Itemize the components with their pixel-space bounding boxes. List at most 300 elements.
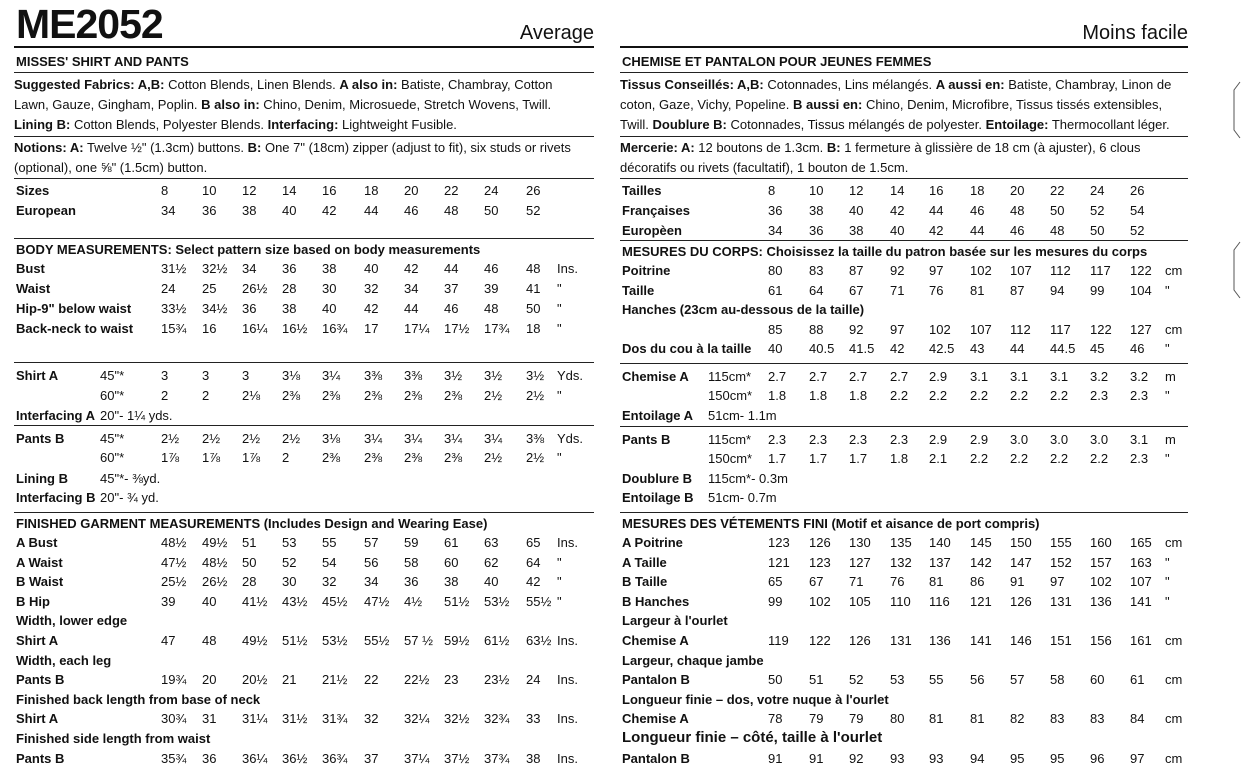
measurement-cell: 1⅞ [161,450,180,465]
measurement-cell: 2½ [484,450,503,465]
text-run: 1 fermeture à glissière de 18 cm (à ajuster), 6 clous décoratifs ou rivets (facultatif), 1 bouton de 1.5cm. [620,140,1141,175]
measurement-cell: 50 [526,301,541,316]
measurement-cell: 2⅜ [282,388,301,403]
measurement-cell: 2.7 [890,369,909,384]
measurement-cell: 37¾ [484,750,510,766]
measurement-cell: 141 [970,633,992,648]
measurement-cell: 26 [1130,183,1145,198]
unit-label: " [1165,388,1170,403]
measurement-cell: 42 [322,203,337,218]
measurement-cell: 4½ [404,593,423,609]
measurement-cell: 59½ [444,633,470,648]
measurement-cell: 123 [768,535,790,550]
measurement-cell: 52 [849,672,864,688]
measurement-cell: 48½ [202,554,228,570]
measurement-cell: 2.2 [1050,451,1069,466]
measurement-cell: 42 [404,261,419,276]
measurement-cell: 127 [1130,321,1152,337]
measurement-cell: 20 [1010,183,1025,198]
fabric-width: 51cm- 1.1m [708,408,777,423]
measurement-cell: 151 [1050,633,1072,648]
measurement-cell: 47½ [364,593,390,609]
measurement-cell: 131 [890,633,912,648]
measurement-cell: 2.3 [1130,451,1149,466]
measurement-cell: 97 [929,263,944,278]
unit-label: " [1165,282,1170,298]
measurement-cell: 40 [202,593,217,609]
measurement-cell: 121 [768,554,790,570]
measurement-cell: 28 [282,281,297,296]
measurement-cell: 16½ [282,321,308,336]
measurement-cell: 44 [364,203,379,218]
text-run: Batiste, Chambray, Linon de coton, Gaze, Vichy, Popeline. [620,77,1172,112]
measurement-cell: 32 [364,281,379,296]
measurement-cell: 57 [364,535,379,550]
measurement-cell: 3⅛ [282,368,301,383]
measurement-cell: 123 [809,554,831,570]
measurement-cell: 38 [282,301,297,316]
measurement-cell: 17¼ [404,321,430,336]
measurement-cell: 44 [1010,341,1025,357]
measurement-cell: 57 [1010,672,1025,688]
row-label: Interfacing B [16,490,96,505]
measurement-cell: 83 [1050,711,1065,727]
measurement-cell: 2.2 [1050,388,1069,403]
measurement-cell: 2.3 [1090,388,1109,403]
section-divider [14,512,594,513]
measurement-cell: 2⅛ [242,388,261,403]
measurement-cell: 1⅞ [202,450,221,465]
row-label: Pants B [16,672,65,688]
row-label: Dos du cou à la taille [622,341,752,357]
measurement-cell: 112 [1050,263,1071,278]
measurement-cell: 14 [890,183,905,198]
unit-label: " [1165,451,1170,466]
section-title: MISSES' SHIRT AND PANTS [16,54,189,69]
measurement-cell: 107 [970,321,992,337]
measurement-cell: 12 [242,183,257,198]
measurement-cell: 3⅜ [364,368,383,383]
suggested-fabrics [14,75,590,135]
unit-label: cm [1165,535,1183,550]
measurement-cell: 146 [1010,633,1032,648]
measurement-cell: 2.1 [929,451,948,466]
measurement-cell: 42 [364,301,379,316]
row-label: Chemise A [622,711,689,727]
measurement-cell: 132 [890,554,912,570]
measurement-cell: 2.2 [1090,451,1109,466]
measurement-cell: 110 [890,593,911,609]
measurement-cell: 147 [1010,554,1032,570]
row-label: B Hip [16,593,50,609]
measurement-cell: 1.8 [768,388,787,403]
measurement-cell: 24 [161,281,176,296]
measurement-cell: 126 [1010,593,1032,609]
measurement-cell: 20 [202,672,217,688]
unit-label: m [1165,432,1176,447]
section-divider [620,46,1188,48]
measurement-cell: 2½ [282,431,301,446]
measurement-cell: 53½ [322,633,348,648]
measurement-cell: 10 [202,183,217,198]
fabric-width: 115cm* [708,432,752,447]
measurement-cell: 81 [970,711,985,727]
measurement-cell: 130 [849,535,871,550]
section-divider [620,178,1188,179]
measurement-cell: 32½ [202,261,228,276]
section-title: CHEMISE ET PANTALON POUR JEUNES FEMMES [622,54,932,69]
measurement-cell: 20½ [242,672,268,688]
measurement-cell: 81 [929,711,944,727]
text-run: Twelve ½" (1.3cm) buttons. [83,140,248,155]
measurement-cell: 51½ [282,633,308,648]
measurement-cell: 3.1 [1010,369,1029,384]
unit-label: Ins. [557,750,578,766]
measurement-cell: 3⅜ [404,368,423,383]
measurement-cell: 58 [1050,672,1065,688]
measurement-cell: 48½ [161,535,187,550]
row-label: Poitrine [622,263,671,278]
measurement-cell: 23 [444,672,459,688]
difficulty-level: Average [519,22,594,44]
measurement-cell: 46 [1010,223,1025,238]
row-label: Width, each leg [16,652,112,668]
measurement-cell: 2⅜ [444,388,463,403]
row-label: B Hanches [622,593,690,609]
measurement-cell: 3¼ [404,431,423,446]
measurement-cell: 36 [809,223,824,238]
bold-term: Lining B: [14,117,71,132]
measurement-cell: 80 [768,263,783,278]
measurement-cell: 82 [1010,711,1025,727]
section-divider [14,178,594,179]
measurement-cell: 150 [1010,535,1032,550]
row-label: Pantalon B [622,750,690,766]
measurement-cell: 2½ [484,388,503,403]
measurement-cell: 8 [768,183,776,198]
measurement-cell: 61½ [484,633,510,648]
measurement-cell: 93 [929,750,944,766]
row-label: Pantalon B [622,672,690,688]
difficulty-level: Moins facile [1082,22,1188,44]
measurement-cell: 46 [444,301,459,316]
measurement-cell: 157 [1090,554,1112,570]
measurement-cell: 26 [526,183,541,198]
measurement-cell: 3.1 [970,369,989,384]
unit-label: Ins. [557,535,578,550]
measurement-cell: 3¼ [364,431,383,446]
measurement-cell: 2 [282,450,290,465]
measurement-cell: 39 [484,281,499,296]
measurement-cell: 18 [364,183,379,198]
measurement-cell: 2⅜ [322,388,341,403]
measurement-cell: 61 [1130,672,1145,688]
measurement-cell: 61 [444,535,459,550]
section-divider [620,512,1188,513]
measurement-cell: 97 [1050,574,1065,590]
measurement-cell: 3 [242,368,250,383]
measurement-cell: 17½ [444,321,470,336]
measurement-cell: 38 [849,223,864,238]
measurement-cell: 48 [202,633,217,648]
unit-label: " [1165,341,1170,357]
notions [14,138,590,178]
measurement-cell: 3.0 [1010,432,1029,447]
measurement-cell: 91 [768,750,783,766]
measurement-cell: 54 [1130,203,1145,218]
measurement-cell: 87 [849,263,864,278]
measurement-cell: 2.3 [849,432,868,447]
unit-label: " [557,388,562,403]
text-run: Cotonnades, Tissus mélangés de polyester. [726,117,986,132]
measurement-cell: 1.7 [809,451,828,466]
measurement-cell: 102 [1090,574,1112,590]
row-label: B Waist [16,574,64,590]
bold-term: Mercerie: A: [620,140,695,155]
measurement-cell: 99 [1090,282,1105,298]
measurement-cell: 36 [202,203,217,218]
bold-term: Notions: A: [14,140,84,155]
measurement-cell: 3.1 [1050,369,1069,384]
body-measurements-header: MESURES DU CORPS: Choisissez la taille du patron basée sur les mesures du corps [622,244,1148,259]
unit-label: " [1165,554,1170,570]
row-label: A Waist [16,554,63,570]
measurement-cell: 3⅛ [322,431,341,446]
section-divider [14,362,594,363]
measurement-cell: 52 [526,203,541,218]
measurement-cell: 44 [970,223,985,238]
measurement-cell: 2.7 [768,369,787,384]
measurement-cell: 92 [890,263,905,278]
measurement-cell: 62 [484,554,499,570]
measurement-cell: 53 [890,672,905,688]
fabric-width: 51cm- 0.7m [708,490,777,505]
measurement-cell: 85 [768,321,783,337]
unit-label: Ins. [557,711,578,727]
fabric-width: 150cm* [708,388,753,403]
measurement-cell: 2⅜ [364,450,383,465]
measurement-cell: 20 [404,183,419,198]
measurement-cell: 50 [768,672,783,688]
unit-label: Yds. [557,368,584,383]
unit-label: " [1165,593,1170,609]
measurement-cell: 131 [1050,593,1072,609]
measurement-cell: 102 [809,593,831,609]
measurement-cell: 42 [929,223,944,238]
fabric-width: 60"* [100,450,125,465]
measurement-cell: 36 [404,574,419,590]
measurement-cell: 40 [890,223,905,238]
measurement-cell: 34 [161,203,176,218]
measurement-cell: 21 [282,672,297,688]
measurement-cell: 136 [1090,593,1112,609]
measurement-cell: 65 [526,535,541,550]
row-label: Longueur finie – dos, votre nuque à l'ourlet [622,691,889,707]
unit-label: " [557,281,562,296]
measurement-cell: 140 [929,535,951,550]
measurement-cell: 25 [202,281,217,296]
measurement-cell: 79 [849,711,864,727]
row-label: Width, lower edge [16,613,128,629]
bold-term: A also in: [339,77,398,92]
measurement-cell: 141 [1130,593,1152,609]
text-run: Cotton Blends, Linen Blends. [164,77,340,92]
measurement-cell: 53 [282,535,297,550]
section-divider [620,72,1188,73]
measurement-cell: 161 [1130,633,1152,648]
measurement-cell: 46 [970,203,985,218]
row-label: Interfacing A [16,408,95,423]
row-label: A Poitrine [622,535,683,550]
measurement-cell: 38 [444,574,459,590]
measurement-cell: 12 [849,183,864,198]
row-label: A Bust [16,535,58,550]
measurement-cell: 2.7 [849,369,868,384]
measurement-cell: 31¾ [322,711,348,727]
measurement-cell: 121 [970,593,992,609]
measurement-cell: 87 [1010,282,1025,298]
measurement-cell: 36¾ [322,750,348,766]
row-label: Shirt A [16,633,59,648]
measurement-cell: 2.2 [1010,388,1029,403]
measurement-cell: 142 [970,554,992,570]
fabric-width: 20"- 1¼ yds. [100,408,173,423]
measurement-cell: 52 [282,554,297,570]
measurement-cell: 2⅜ [404,450,423,465]
measurement-cell: 2½ [526,388,545,403]
measurement-cell: 56 [364,554,379,570]
unit-label: " [557,450,562,465]
measurement-cell: 2.2 [1010,451,1029,466]
row-label: Taille [622,282,655,298]
row-label: Shirt A [16,368,59,383]
bold-term: A aussi en: [935,77,1005,92]
row-label: Bust [16,261,45,276]
measurement-cell: 2.9 [929,432,948,447]
measurement-cell: 2.2 [929,388,948,403]
row-label: Back-neck to waist [16,321,134,336]
measurement-cell: 2.7 [809,369,828,384]
row-label: Doublure B [622,471,693,486]
row-label: Finished back length from base of neck [16,691,261,707]
measurement-cell: 43½ [282,593,308,609]
text-run: 12 boutons de 1.3cm. [694,140,827,155]
finished-measurements-header: FINISHED GARMENT MEASUREMENTS (Includes Design and Wearing Ease) [16,516,488,531]
measurement-cell: 81 [970,282,985,298]
measurement-cell: 61 [768,282,783,298]
measurement-cell: 2.2 [890,388,909,403]
measurement-cell: 83 [1090,711,1105,727]
measurement-cell: 38 [526,750,541,766]
measurement-cell: 165 [1130,535,1152,550]
text-run: Cotton Blends, Polyester Blends. [70,117,268,132]
measurement-cell: 64 [526,554,541,570]
unit-label: cm [1165,750,1183,766]
measurement-cell: 32¾ [484,711,510,727]
measurement-cell: 40 [282,203,297,218]
measurement-cell: 2½ [161,431,180,446]
measurement-cell: 95 [1050,750,1065,766]
measurement-cell: 40.5 [809,341,835,357]
fabric-width: 45"*- ⅜yd. [100,471,161,486]
measurement-cell: 102 [929,321,951,337]
measurement-cell: 2.3 [1130,388,1149,403]
measurement-cell: 58 [404,554,419,570]
measurement-cell: 48 [1050,223,1065,238]
measurement-cell: 3¼ [484,431,503,446]
measurement-cell: 79 [809,711,824,727]
row-label: Chemise A [622,633,689,648]
measurement-cell: 37 [364,750,379,766]
bold-term: Doublure B: [652,117,727,132]
measurement-cell: 71 [890,282,905,298]
unit-label: cm [1165,711,1183,727]
measurement-cell: 47 [161,633,176,648]
unit-label: Ins. [557,633,578,648]
bold-term: Suggested Fabrics: A,B: [14,77,165,92]
measurement-cell: 60 [444,554,459,570]
measurement-cell: 22½ [404,672,430,688]
row-label: Entoilage B [622,490,694,505]
section-divider [620,136,1188,137]
measurement-cell: 50 [242,554,257,570]
section-divider [14,136,594,137]
measurement-cell: 52 [1130,223,1145,238]
unit-label: Ins. [557,261,578,276]
measurement-cell: 95 [1010,750,1025,766]
fabric-width: 115cm*- 0.3m [708,471,788,486]
row-label: A Taille [622,554,667,570]
measurement-cell: 3.0 [1090,432,1109,447]
measurement-cell: 78 [768,711,783,727]
unit-label: " [557,321,562,336]
measurement-cell: 22 [444,183,459,198]
measurement-cell: 3 [161,368,169,383]
measurement-cell: 105 [849,593,871,609]
measurement-cell: 45½ [322,593,348,609]
measurement-cell: 16¼ [242,321,268,336]
measurement-cell: 41.5 [849,341,875,357]
measurement-cell: 30¾ [161,711,187,727]
measurement-cell: 156 [1090,633,1112,648]
measurement-cell: 23½ [484,672,510,688]
measurement-cell: 76 [929,282,944,298]
row-label: Pants B [16,431,65,446]
measurement-cell: 1.7 [849,451,868,466]
measurement-cell: 107 [1010,263,1032,278]
measurement-cell: 86 [970,574,985,590]
measurement-cell: 28 [242,574,257,590]
measurement-cell: 2 [161,388,169,403]
bold-term: B also in: [201,97,260,112]
text-run: Cotonnades, Lins mélangés. [763,77,936,92]
measurement-cell: 40 [322,301,337,316]
measurement-cell: 31¼ [242,711,268,727]
measurement-cell: 3 [202,368,210,383]
measurement-cell: 1.8 [890,451,909,466]
bold-term: B: [826,140,841,155]
measurement-cell: 51 [809,672,824,688]
measurement-cell: 44.5 [1050,341,1076,357]
measurement-cell: 112 [1010,321,1031,337]
measurement-cell: 92 [849,321,864,337]
measurement-cell: 42 [526,574,541,590]
measurement-cell: 94 [970,750,985,766]
measurement-cell: 81 [929,574,944,590]
measurement-cell: 51 [242,535,257,550]
unit-label: " [557,574,562,590]
measurement-cell: 45 [1090,341,1105,357]
